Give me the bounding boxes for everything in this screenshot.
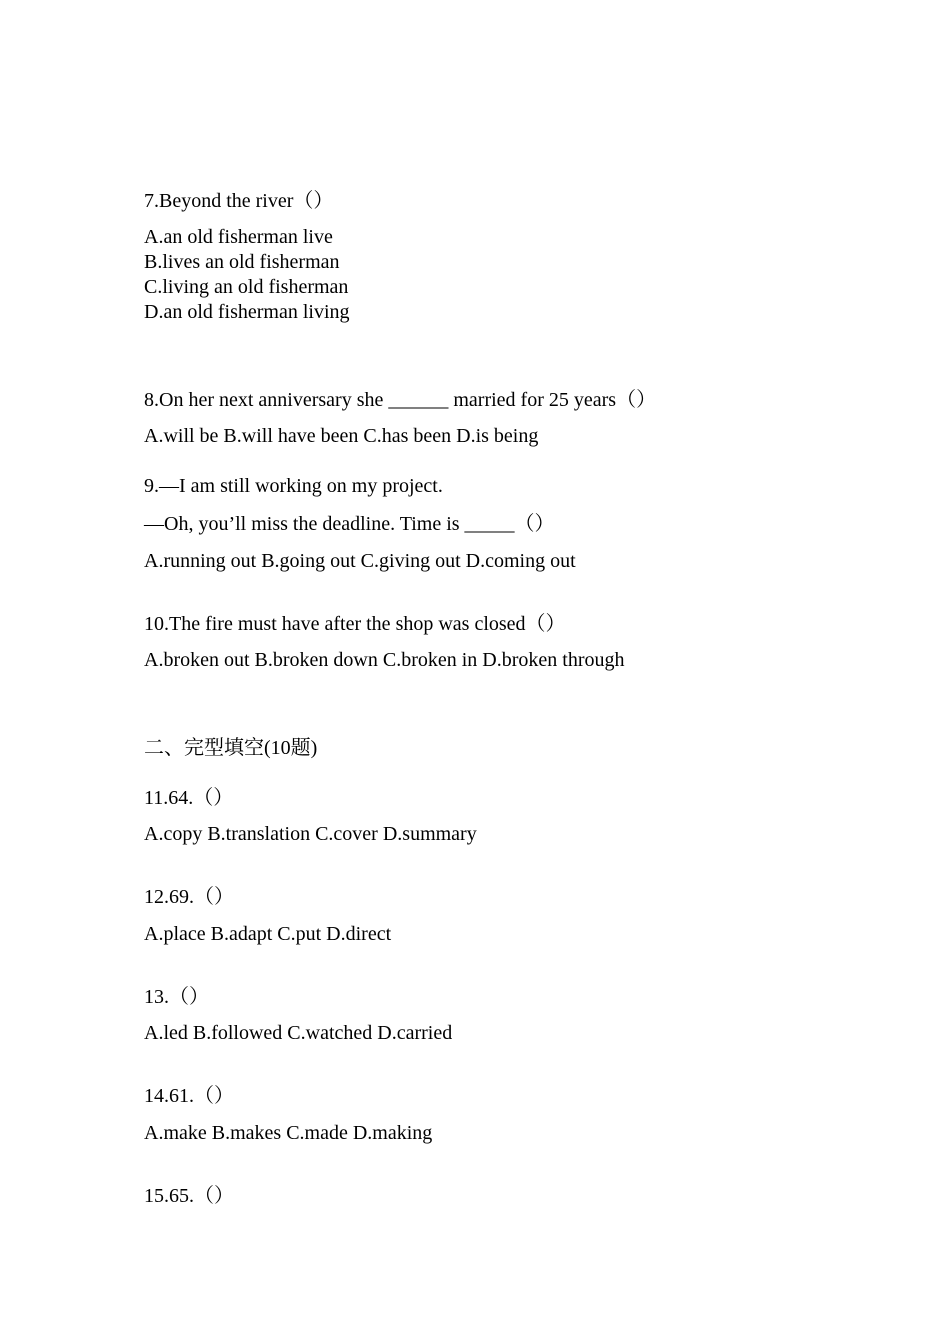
- question-14-options: A.make B.makes C.made D.making: [144, 1122, 433, 1144]
- section-2-heading: 二、完型填空(10题): [144, 737, 318, 759]
- question-13-stem: 13.（）: [144, 986, 209, 1008]
- question-7-option-a: A.an old fisherman live: [144, 226, 333, 248]
- question-10-options: A.broken out B.broken down C.broken in D.broken through: [144, 649, 625, 671]
- question-7-option-b: B.lives an old fisherman: [144, 251, 340, 273]
- question-8-stem: 8.On her next anniversary she ______ married for 25 years（）: [144, 389, 657, 411]
- question-13-options: A.led B.followed C.watched D.carried: [144, 1022, 453, 1044]
- question-10-stem: 10.The fire must have after the shop was closed（）: [144, 613, 566, 635]
- question-11-options: A.copy B.translation C.cover D.summary: [144, 823, 477, 845]
- question-9-stem-line2: —Oh, you’ll miss the deadline. Time is _____（）: [144, 513, 555, 535]
- question-7-option-c: C.living an old fisherman: [144, 276, 349, 298]
- question-7-stem: 7.Beyond the river（）: [144, 190, 334, 212]
- question-14-stem: 14.61.（）: [144, 1085, 234, 1107]
- question-9-options: A.running out B.going out C.giving out D.coming out: [144, 550, 576, 572]
- question-11-stem: 11.64.（）: [144, 787, 234, 809]
- question-9-stem-line1: 9.—I am still working on my project.: [144, 475, 443, 497]
- question-15-stem: 15.65.（）: [144, 1185, 234, 1207]
- question-8-options: A.will be B.will have been C.has been D.is being: [144, 425, 539, 447]
- question-12-options: A.place B.adapt C.put D.direct: [144, 923, 392, 945]
- question-7-option-d: D.an old fisherman living: [144, 301, 350, 323]
- question-12-stem: 12.69.（）: [144, 886, 234, 908]
